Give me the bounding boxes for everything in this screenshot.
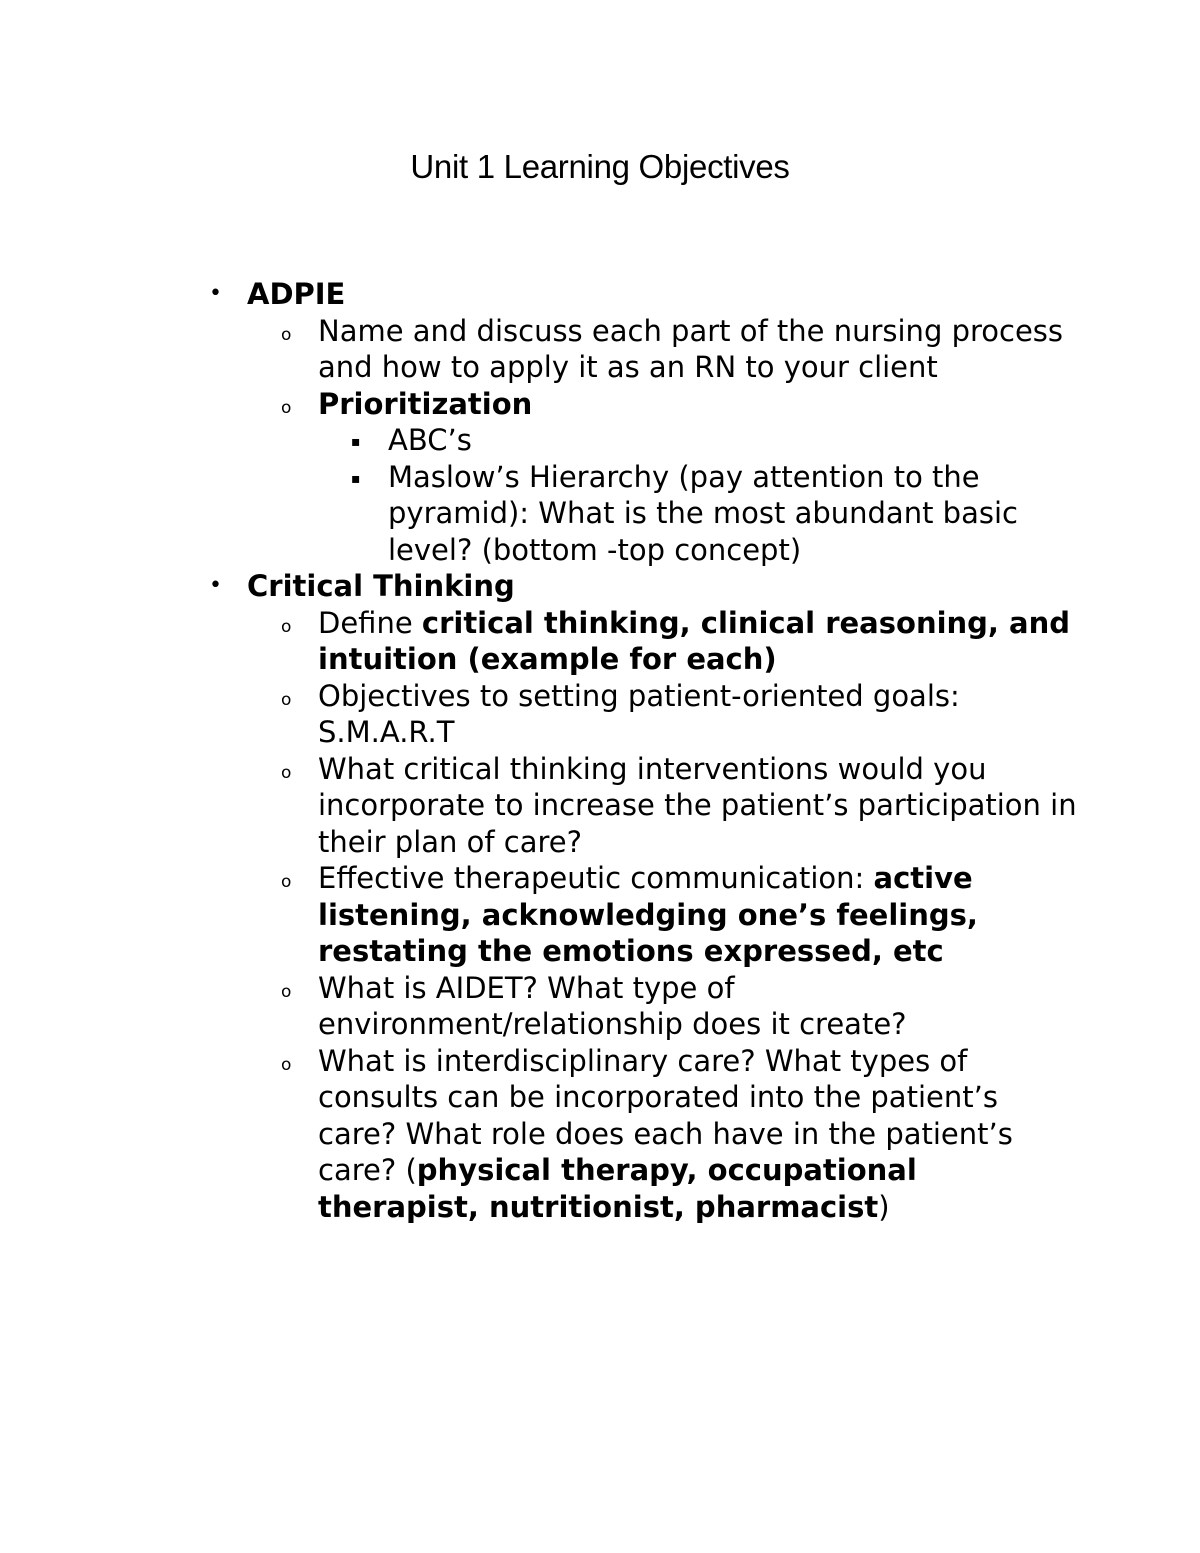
list-item [281,313,1077,386]
bullet-circle-icon: o [281,981,292,1002]
list-item-prioritization [281,386,1077,423]
list-item [281,860,1077,970]
item-bold-text: critical thinking, clinical reasoning, and intuition (example for each) [318,605,1071,676]
list-item [281,1043,1077,1226]
list-subitem [351,422,1077,459]
subitem-text: Maslow’s Hierarchy (pay attention to the pyramid): What is the most abundant basic level? (bottom -top concept) [388,459,1018,567]
item-text: Define [318,605,422,640]
bullet-square-icon: ▪ [351,434,361,450]
bullet-circle-icon: o [281,616,292,637]
list-subitem [351,459,1077,569]
item-text: Name and discuss each part of the nursing process and how to apply it as an RN to your client [318,313,1064,384]
item-bold-text: active listening, acknowledging one’s feelings, restating the emotions expressed, etc [318,861,978,968]
list-item [281,605,1077,678]
bullet-circle-icon: o [281,689,292,710]
bullet-disc-icon: • [209,573,222,598]
list-item [281,751,1077,861]
bullet-circle-icon: o [281,762,292,783]
list-item [281,678,1077,751]
section-critical-thinking [209,568,1077,605]
subsection-heading: Prioritization [318,386,533,421]
bullet-circle-icon: o [281,397,292,418]
item-text-suffix: ) [878,1189,890,1224]
section-heading: ADPIE [247,277,346,311]
section-adpie [209,276,1077,313]
item-text: What critical thinking interventions would you incorporate to increase the patient’s participation in their plan of care? [318,751,1077,859]
item-text: Objectives to setting patient-oriented goals: S.M.A.R.T [318,678,960,749]
bullet-circle-icon: o [281,1054,292,1075]
bullet-circle-icon: o [281,324,292,345]
bullet-circle-icon: o [281,872,292,892]
document-title: Unit 1 Learning Objectives [410,148,790,185]
item-text: What is AIDET? What type of environment/relationship does it create? [318,970,907,1041]
bullet-disc-icon: • [209,281,222,306]
item-bold-text: physical therapy, occupational therapist, nutritionist, pharmacist [318,1153,917,1224]
objectives-outline [209,276,1077,1225]
list-item [281,970,1077,1043]
bullet-square-icon: ▪ [351,470,361,487]
item-text: What is interdisciplinary care? What types of consults can be incorporated into the patient’s care? What role does each have in the patient’s care? ( [318,1043,1013,1187]
subitem-text: ABC’s [388,423,472,457]
item-text: Effective therapeutic communication: [318,861,874,895]
section-heading: Critical Thinking [247,569,515,603]
